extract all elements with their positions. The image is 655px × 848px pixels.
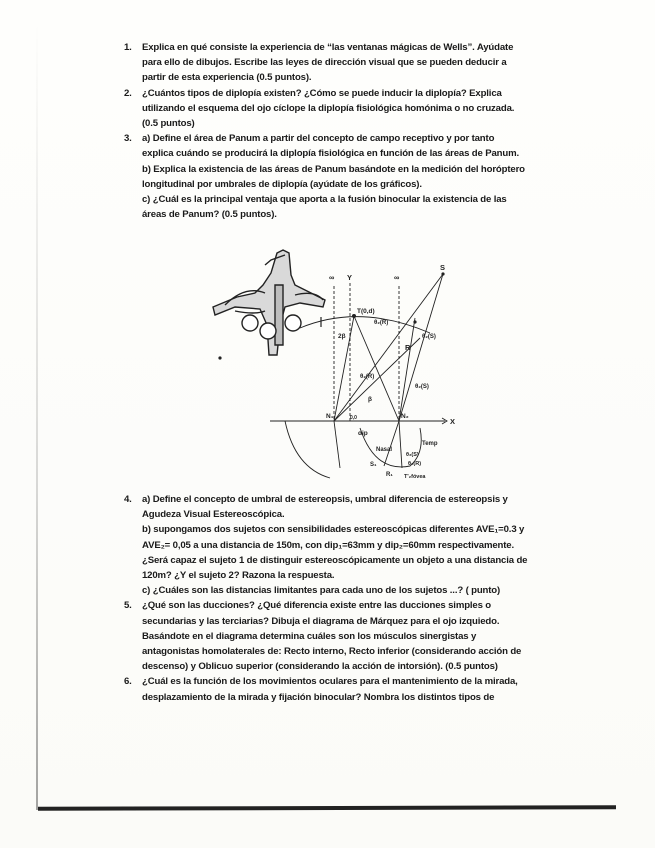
question-number: 4.: [124, 494, 132, 505]
diagram-theta-s-bottom: θ₂(S): [406, 452, 419, 458]
question-line: áreas de Panum? (0.5 puntos).: [142, 209, 277, 221]
question-line: Basándote en el diagrama determina cuáles son los músculos sinergistas y: [142, 630, 477, 642]
diagram-origin: 0,0: [350, 415, 357, 421]
diagram-r-bottom: R₁: [386, 472, 393, 478]
page-bottom-edge: [38, 805, 616, 811]
question-line: b) Explica la existencia de las áreas de Panum basándote en la medición del horóptero: [142, 163, 525, 175]
question-line: (0.5 puntos): [142, 118, 195, 130]
diagram-nasal: Nasal: [376, 447, 393, 453]
question-line: desplazamiento de la mirada y fijación binocular? Nombra los distintos tipos de: [142, 691, 495, 703]
diagram-x-axis-label: X: [450, 417, 456, 426]
diagram-n2: N₂: [401, 413, 409, 420]
diagram-s-top-label: S: [440, 263, 446, 272]
question-line: a) Define el concepto de umbral de estereopsis, umbral diferencia de estereopsis y: [142, 494, 508, 505]
diagram-infinity-left: ∞: [329, 273, 335, 282]
question-item: [118, 674, 558, 704]
question-list-bottom: [118, 492, 558, 705]
question-number: 5.: [124, 600, 132, 612]
diagram-dip: dip: [358, 430, 368, 437]
diagram-theta-s-low: θ₂(S): [415, 384, 429, 390]
question-list-top: [118, 40, 558, 222]
diagram-theta-r-mid: θ₂(R): [360, 374, 375, 380]
diagram-two-beta: 2β: [338, 333, 346, 340]
question-number: 3.: [124, 133, 132, 145]
question-item: [118, 86, 558, 132]
question-number: 1.: [124, 42, 132, 53]
diagram-n1: N₁: [326, 413, 334, 420]
question-line: c) ¿Cuáles son las distancias limitantes para cada uno de los sujetos ...? ( punto): [142, 585, 501, 597]
question-line: ¿Cuántos tipos de diplopía existen? ¿Cómo se puede inducir la diplopía? Explica: [142, 87, 502, 99]
diagram-t-point-label: T(0,d): [357, 308, 375, 315]
question-line: secundarias y las terciarias? Dibuja el diagrama de Márquez para el ojo izquiedo.: [142, 615, 500, 627]
page-edge-shadow: [36, 20, 38, 810]
question-line: utilizando el esquema del ojo cíclope la diplopía fisiológica homónima o no cruzada.: [142, 102, 515, 114]
question-number: 2.: [124, 87, 132, 99]
question-item: [118, 598, 558, 674]
question-line: Explica en qué consiste la experiencia de “las ventanas mágicas de Wells”. Ayúdate: [142, 42, 514, 53]
diagram-r-label: R: [405, 343, 411, 352]
question-line: b) supongamos dos sujetos con sensibilidades estereoscópicas diferentes AVE₁=0.3 y: [142, 524, 525, 536]
question-line: ¿Qué son las ducciones? ¿Qué diferencia existe entre las ducciones simples o: [142, 600, 492, 612]
diagram-beta: β: [368, 396, 372, 403]
question-line: partir de esta experiencia (0.5 puntos).: [142, 72, 312, 84]
diagram-theta-s-right: θ₂(S): [422, 334, 436, 340]
diagram-t-fovea: T'₂fóvea: [404, 474, 426, 480]
question-line: 120m? ¿Y el sujeto 2? Razona la respuesta.: [142, 570, 335, 582]
question-line: antagonistas homolaterales de: Recto interno, Recto inferior (considerando acción de: [142, 646, 522, 658]
diagram-y-axis-label: Y: [347, 273, 353, 282]
diagram-infinity-right: ∞: [394, 273, 400, 282]
question-line: ¿Cuál es la función de los movimientos oculares para el mantenimiento de la mirada,: [142, 676, 518, 688]
question-line: explica cuándo se producirá la diplopía fisiológica en función de las áreas de Panum.: [142, 148, 519, 160]
question-item: [118, 492, 558, 598]
diagram-theta-r-bottom: θ₂(R): [408, 461, 422, 467]
question-line: para ello de dibujos. Escribe las leyes de dirección visual que se pueden deducir a: [142, 57, 507, 69]
diagram-theta-r-top: θ₂(R): [374, 320, 389, 326]
question-line: AVE₂= 0,05 a una distancia de 150m, con dip₁=63mm y dip₂=60mm respectivamente.: [142, 539, 515, 551]
panum-horopter-diagram: [210, 238, 470, 493]
question-item: [118, 131, 558, 222]
diagram-s-bottom: S₁: [370, 462, 377, 468]
question-number: 6.: [124, 676, 132, 688]
question-item: [118, 40, 558, 86]
diagram-temp: Temp: [422, 441, 438, 447]
question-line: ¿Será capaz el sujeto 1 de distinguir estereoscópicamente un objeto a una distancia de: [142, 554, 528, 566]
question-line: c) ¿Cuál es la principal ventaja que aporta a la fusión binocular la existencia de las: [142, 194, 507, 206]
question-line: longitudinal por umbrales de diplopía (ayúdate de los gráficos).: [142, 178, 422, 190]
question-line: Agudeza Visual Estereoscópica.: [142, 509, 285, 521]
question-line: a) Define el área de Panum a partir del concepto de campo receptivo y por tanto: [142, 133, 495, 145]
question-line: descenso) y Oblicuo superior (considerando la acción de intorsión). (0.5 puntos): [142, 661, 498, 673]
